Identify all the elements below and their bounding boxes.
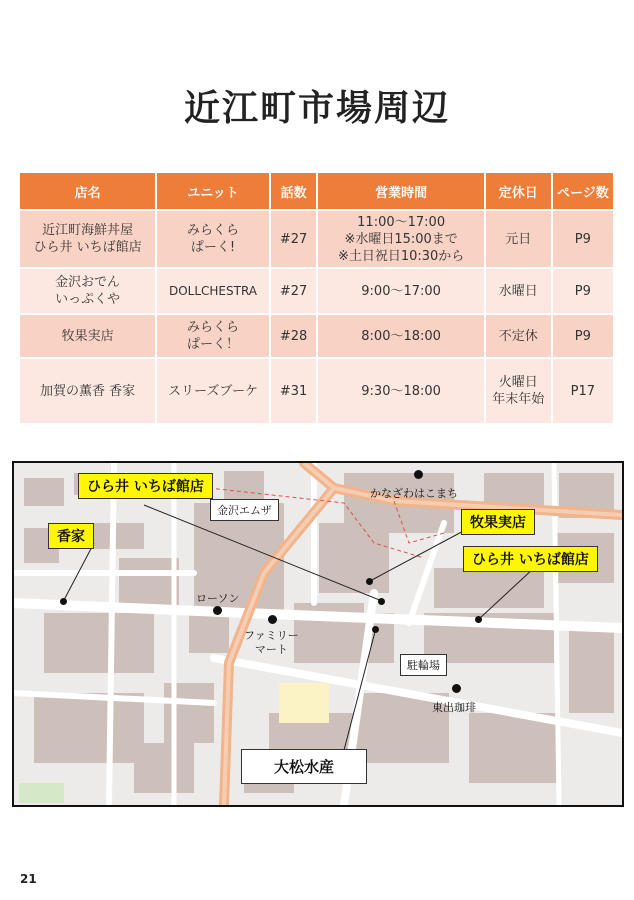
familymart-marker [268,615,277,624]
page-cell: P9 [552,314,614,358]
table-header-row [19,172,614,210]
table-row [19,358,614,424]
unit-cell: DOLLCHESTRA [156,268,270,314]
omatsu-callout: 大松水産 [241,749,367,784]
hours-cell: 9:30〜18:00 [317,358,484,424]
chirinba-label: 駐輪場 [400,654,447,676]
maki-callout: 牧果実店 [461,509,535,535]
kouka-marker [60,598,67,605]
higashide-coffee-marker [452,684,461,693]
unit-cell: みらくら ぱーく! [156,210,270,268]
familymart-label: ファミリー マート [244,629,299,656]
lawson-marker [213,606,222,615]
shop-name-cell: 金沢おでん いっぷくや [19,268,156,314]
hours-cell: 8:00〜18:00 [317,314,484,358]
col-header-closed: 定休日 [485,172,552,210]
col-header-unit: ユニット [156,172,270,210]
col-header-episode: 話数 [270,172,318,210]
page-cell: P9 [552,210,614,268]
episode-cell: #28 [270,314,318,358]
higashide-coffee-label: 東出珈琲 [432,701,476,714]
page-cell: P17 [552,358,614,424]
closed-cell: 火曜日 年末年始 [485,358,552,424]
shop-name-cell: 近江町海鮮丼屋 ひら井 いちば館店 [19,210,156,268]
area-map [12,461,624,807]
hirai-branch-marker [475,616,482,623]
kanazawa-hakomachi-marker [414,470,423,479]
shop-table [18,171,615,425]
closed-cell: 元日 [485,210,552,268]
shop-name-cell: 牧果実店 [19,314,156,358]
page-number: 21 [20,872,37,886]
closed-cell: 不定休 [485,314,552,358]
page-title: 近江町市場周辺 [183,88,450,129]
maki-marker [366,578,373,585]
kanazawa-emuza-label: 金沢エムザ [210,499,279,521]
kanazawa-hakomachi-label: かなざわはこまち [370,487,458,500]
table-row [19,268,614,314]
hours-cell: 11:00〜17:00 ※水曜日15:00まで ※土日祝日10:30から [317,210,484,268]
table-row [19,210,614,268]
unit-cell: みらくら ぱーく！ [156,314,270,358]
closed-cell: 水曜日 [485,268,552,314]
table-row [19,314,614,358]
col-header-hours: 営業時間 [317,172,484,210]
col-header-shop: 店名 [19,172,156,210]
lawson-label: ローソン [196,592,240,605]
episode-cell: #27 [270,268,318,314]
shop-name-cell: 加賀の薫香 香家 [19,358,156,424]
unit-cell: スリーズブーケ [156,358,270,424]
hirai-marker [378,598,385,605]
hours-cell: 9:00〜17:00 [317,268,484,314]
episode-cell: #31 [270,358,318,424]
hirai-callout-right: ひら井 いちば館店 [463,546,598,572]
page-cell: P9 [552,268,614,314]
episode-cell: #27 [270,210,318,268]
omatsu-marker [372,626,379,633]
kouka-callout: 香家 [48,523,94,549]
col-header-page: ページ数 [552,172,614,210]
hirai-callout-top: ひら井 いちば館店 [78,473,213,499]
